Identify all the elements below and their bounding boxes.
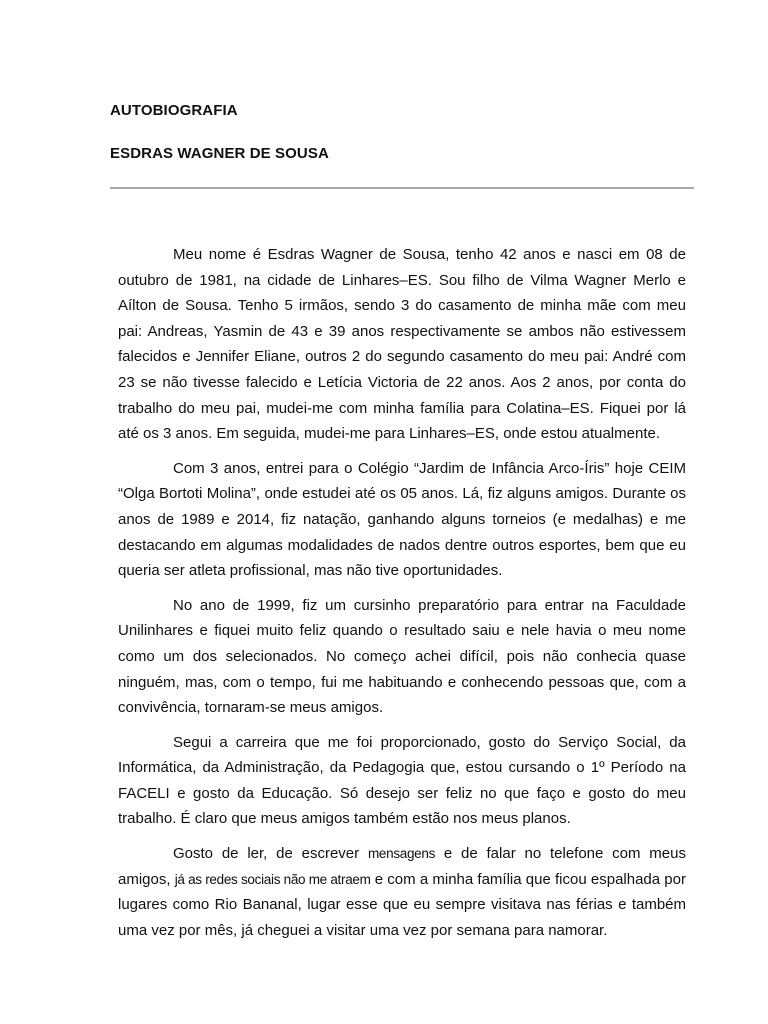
document-body — [118, 242, 686, 952]
document-title: AUTOBIOGRAFIA — [110, 102, 238, 119]
paragraph-3: No ano de 1999, fiz um cursinho preparatório para entrar na Faculdade Unilinhares e fiquei muito feliz quando o resultado saiu e nele havia o meu nome como um dos selecionados. No começo achei difícil, pois não conhecia quase ninguém, mas, com o tempo, fui me habituando e conhecendo pessoas que, com a convivência, tornaram-se meus amigos. — [118, 596, 686, 717]
paragraph-5 — [118, 841, 686, 943]
document-author: ESDRAS WAGNER DE SOUSA — [110, 145, 329, 162]
paragraph-5-run-d: já as redes sociais não me atraem — [174, 871, 371, 887]
paragraph-2: Com 3 anos, entrei para o Colégio “Jardim de Infância Arco-Íris” hoje CEIM “Olga Bortoti Molina”, onde estudei até os 05 anos. Lá, fiz alguns amigos. Durante os anos de 1989 e 2014, fiz natação, ganhando alguns torneios (e medalhas) e me destacando em algumas modalidades de nados dentre outros esportes, bem que eu queria ser atleta profissional, mas não tive oportunidades. — [118, 459, 686, 580]
horizontal-divider — [110, 187, 694, 189]
paragraph-5-run-a: Gosto de ler, de escrever — [173, 845, 368, 863]
paragraph-5-run-c: e de falar no telefone com meus amigos, — [118, 845, 686, 888]
paragraph-5-run-b: mensagens — [367, 846, 436, 862]
paragraph-5-run-e: e com a minha família que ficou espalhada por lugares como Rio Bananal, lugar esse que eu sempre visitava nas férias e também uma vez por mês, já cheguei a visitar uma vez por semana para namorar. — [118, 870, 686, 939]
paragraph-4: Segui a carreira que me foi proporcionado, gosto do Serviço Social, da Informática, da Administração, da Pedagogia que, estou cursando o 1º Período na FACELI e gosto da Educação. Só desejo ser feliz no que faço e gosto do meu trabalho. É claro que meus amigos também estão nos meus planos. — [118, 733, 686, 828]
paragraph-1: Meu nome é Esdras Wagner de Sousa, tenho 42 anos e nasci em 08 de outubro de 1981, na cidade de Linhares–ES. Sou filho de Vilma Wagner Merlo e Aílton de Sousa. Tenho 5 irmãos, sendo 3 do casamento de minha mãe com meu pai: Andreas, Yasmin de 43 e 39 anos respectivamente se ambos não estivessem falecidos e Jennifer Eliane, outros 2 do segundo casamento do meu pai: André com 23 se não tivesse falecido e Letícia Victoria de 22 anos. Aos 2 anos, por conta do trabalho do meu pai, mudei-me com minha família para Colatina–ES. Fiquei por lá até os 3 anos. Em seguida, mudei-me para Linhares–ES, onde estou atualmente. — [118, 246, 686, 443]
